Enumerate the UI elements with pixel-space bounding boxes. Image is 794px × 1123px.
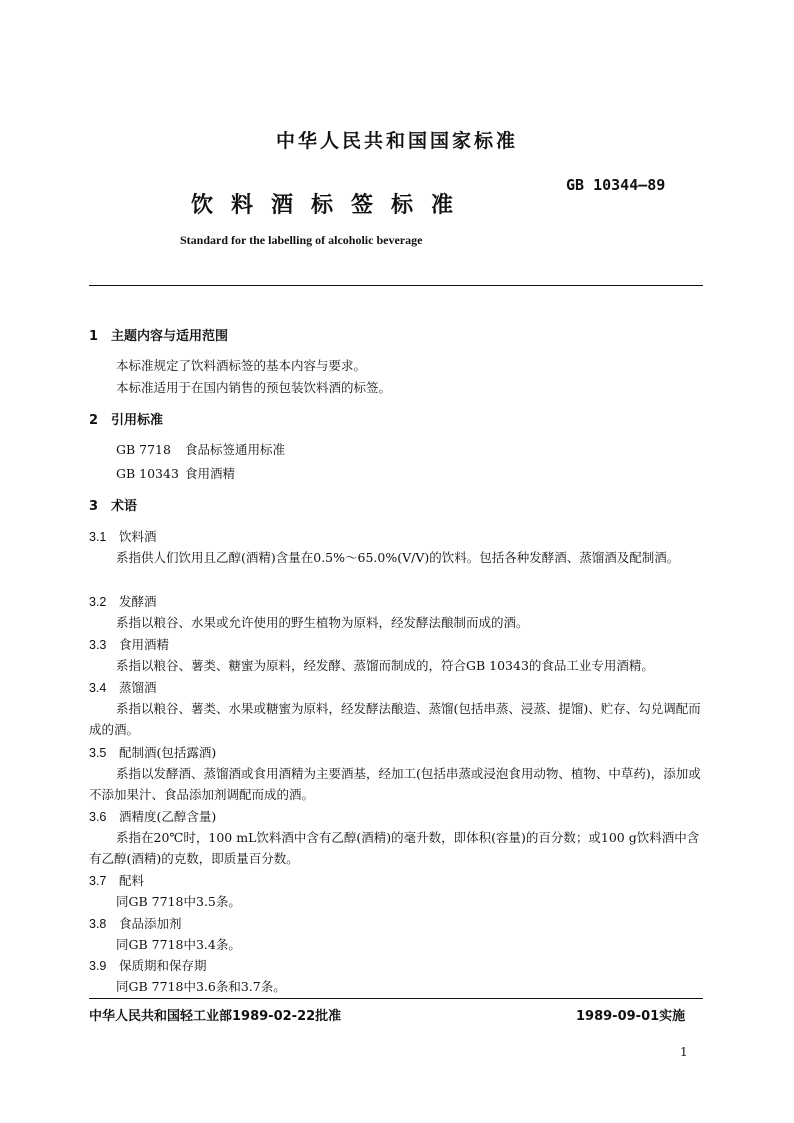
- term-heading: 3.9 保质期和保存期: [89, 958, 207, 973]
- term-heading: 3.1 饮料酒: [89, 529, 157, 544]
- term-definition: 系指供人们饮用且乙醇(酒精)含量在0.5%～65.0%(V/V)的饮料。包括各种发酵酒、蒸馏酒及配制酒。: [116, 550, 680, 565]
- term-heading: 3.2 发酵酒: [89, 594, 157, 609]
- document-subtitle-english: Standard for the labelling of alcoholic beverage: [180, 233, 423, 247]
- national-standard-title: 中华人民共和国国家标准: [275, 130, 518, 152]
- section-heading-2: 2 引用标准: [89, 413, 164, 428]
- footer-divider: [89, 998, 703, 999]
- term-definition: 系指以粮谷、薯类、水果或糖蜜为原料，经发酵法酿造、蒸馏(包括串蒸、浸蒸、提馏)、贮存、勾兑调配而成的酒。: [89, 701, 701, 737]
- term-heading: 3.5 配制酒(包括露酒): [89, 745, 217, 760]
- term-definition: 系指在20℃时，100 mL饮料酒中含有乙醇(酒精)的毫升数，即体积(容量)的百分数；或100 g饮料酒中含有乙醇(酒精)的克数，即质量百分数。: [89, 830, 700, 866]
- term-heading: 3.6 酒精度(乙醇含量): [89, 809, 217, 824]
- term-heading: 3.4 蒸馏酒: [89, 680, 157, 695]
- approval-line: 中华人民共和国轻工业部1989-02-22批准: [89, 1009, 342, 1024]
- term-definition: 系指以发酵酒、蒸馏酒或食用酒精为主要酒基，经加工(包括串蒸或浸泡食用动物、植物、中草药)，添加或不添加果汁、食品添加剂调配而成的酒。: [89, 766, 701, 802]
- term-definition: 系指以粮谷、薯类、糖蜜为原料，经发酵、蒸馏而制成的，符合GB 10343的食品工业专用酒精。: [116, 658, 654, 673]
- section-1-para-2: 本标准适用于在国内销售的预包装饮料酒的标签。: [116, 380, 392, 395]
- term-definition: 同GB 7718中3.4条。: [116, 937, 241, 952]
- header-divider: [89, 285, 703, 286]
- effective-date: 1989-09-01实施: [576, 1009, 686, 1024]
- term-definition: 系指以粮谷、水果或允许使用的野生植物为原料，经发酵法酿制而成的酒。: [116, 615, 529, 630]
- reference-item: GB 7718 食品标签通用标准: [116, 442, 286, 457]
- standard-number: GB 10344—89: [566, 176, 666, 194]
- section-heading-1: 1 主题内容与适用范围: [89, 329, 229, 344]
- section-heading-3: 3 术语: [89, 499, 138, 514]
- reference-item: GB 10343 食用酒精: [116, 466, 236, 481]
- term-heading: 3.8 食品添加剂: [89, 916, 182, 931]
- term-definition: 同GB 7718中3.6条和3.7条。: [116, 979, 286, 994]
- section-1-para-1: 本标准规定了饮料酒标签的基本内容与要求。: [116, 358, 367, 373]
- term-definition: 同GB 7718中3.5条。: [116, 894, 241, 909]
- page-number: 1: [680, 1045, 688, 1059]
- document-title: 饮料酒标签标准: [191, 193, 472, 218]
- term-heading: 3.7 配料: [89, 873, 145, 888]
- term-heading: 3.3 食用酒精: [89, 637, 170, 652]
